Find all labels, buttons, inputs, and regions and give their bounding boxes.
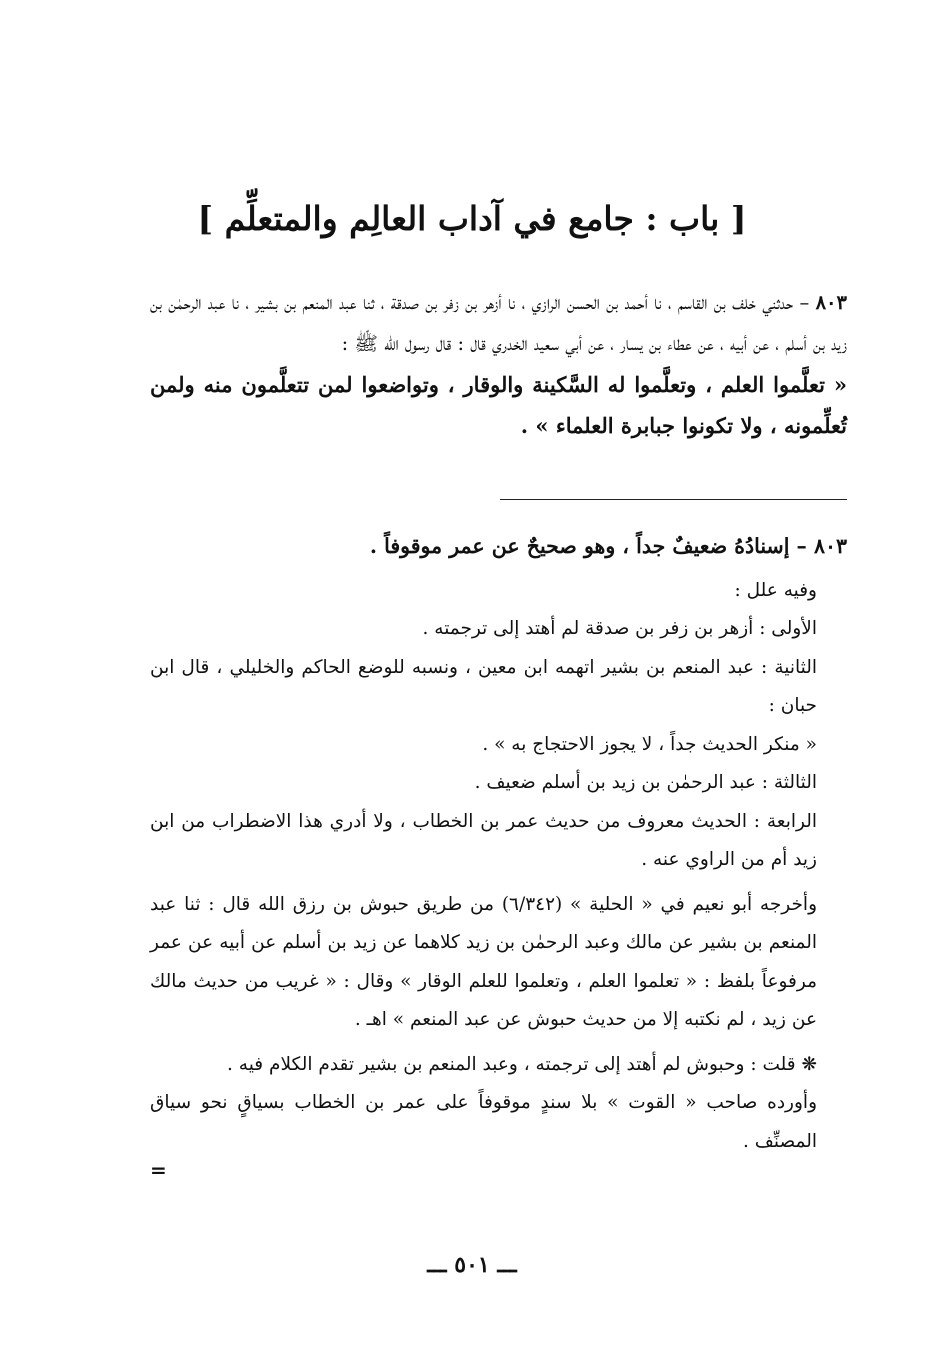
defect-third: الثالثة : عبد الرحمٰن بن زيد بن أسلم ضعيف . [474, 772, 817, 793]
chapter-title: [ باب : جامع في آداب العالِم والمتعلِّم ] [197, 199, 747, 238]
commentary-number: ٨٠٣ [813, 534, 847, 558]
commentary-intro: وفيه علل : [734, 579, 817, 601]
hadith-matn: « تعلَّموا العلم ، وتعلَّموا له السَّكينة والوقار ، وتواضعوا لمن تتعلَّمون منه ولمن تُعلِّمونه ، ولا تكونوا جبابرة العلماء » . [150, 372, 847, 438]
defect-second: الثانية : عبد المنعم بن بشير اتهمه ابن معين ، ونسبه للوضع الحاكم والخليلي ، قال ابن حبان : [150, 656, 817, 716]
author-note: ❋ قلت : وحبوش لم أهتد إلى ترجمته ، وعبد المنعم بن بشير تقدم الكلام فيه . [227, 1053, 817, 1075]
footnote-divider [500, 499, 847, 500]
defect-first: الأولى : أزهر بن زفر بن صدقة لم أهتد إلى ترجمته . [422, 618, 817, 639]
commentary-heading: ٨٠٣ – إسنادُهُ ضعيفٌ جداً ، وهو صحيحٌ عن عمر موقوفاً . [369, 534, 847, 558]
continuation-mark: = [150, 1158, 167, 1182]
defect-fourth: الرابعة : الحديث معروف من حديث عمر بن الخطاب ، ولا أدري هذا الاضطراب من ابن زيد أم من الراوي عنه . [150, 810, 817, 870]
hadith-number: ٨٠٣ [815, 291, 847, 314]
hadith-text [150, 282, 847, 446]
takhrij-paragraph: وأخرجه أبو نعيم في « الحلية » (٦/٣٤٢) من طريق حبوش بن رزق الله قال : ثنا عبد المنعم بن بشير عن مالك وعبد الرحمٰن بن زيد كلاهما عن زيد بن أسلم عن أبيه عن عمر مرفوعاً بلفظ : « تعلموا العلم ، وتعلموا للعلم الوقار » وقال : « غريب من حديث مالك عن زيد ، لم نكتبه إلا من حديث حبوش عن عبد المنعم » اهـ . [150, 893, 818, 1030]
ibn-hibban-quote: « منكر الحديث جداً ، لا يجوز الاحتجاج به » . [482, 733, 817, 755]
page-number: ـــ ٥٠١ ـــ [427, 1252, 517, 1278]
hadith-isnad: ٨٠٣ – حدثني خلف بن القاسم ، نا أحمد بن الحسن الرازي ، نا أزهر بن زفر بن صدقة ، ثنا عبد المنعم بن بشير ، نا عبد الرحمٰن بن زيد بن أسلم ، عن أبيه ، عن عطاء بن يسار ، عن أبي سعيد الخدري قال : قال رسول الله ﷺ : [150, 291, 847, 355]
qut-paragraph: وأورده صاحب « القوت » بلا سندٍ موقوفاً على عمر بن الخطاب بسياقٍ نحو سياق المصنِّف . [150, 1092, 817, 1152]
commentary [150, 527, 847, 1161]
